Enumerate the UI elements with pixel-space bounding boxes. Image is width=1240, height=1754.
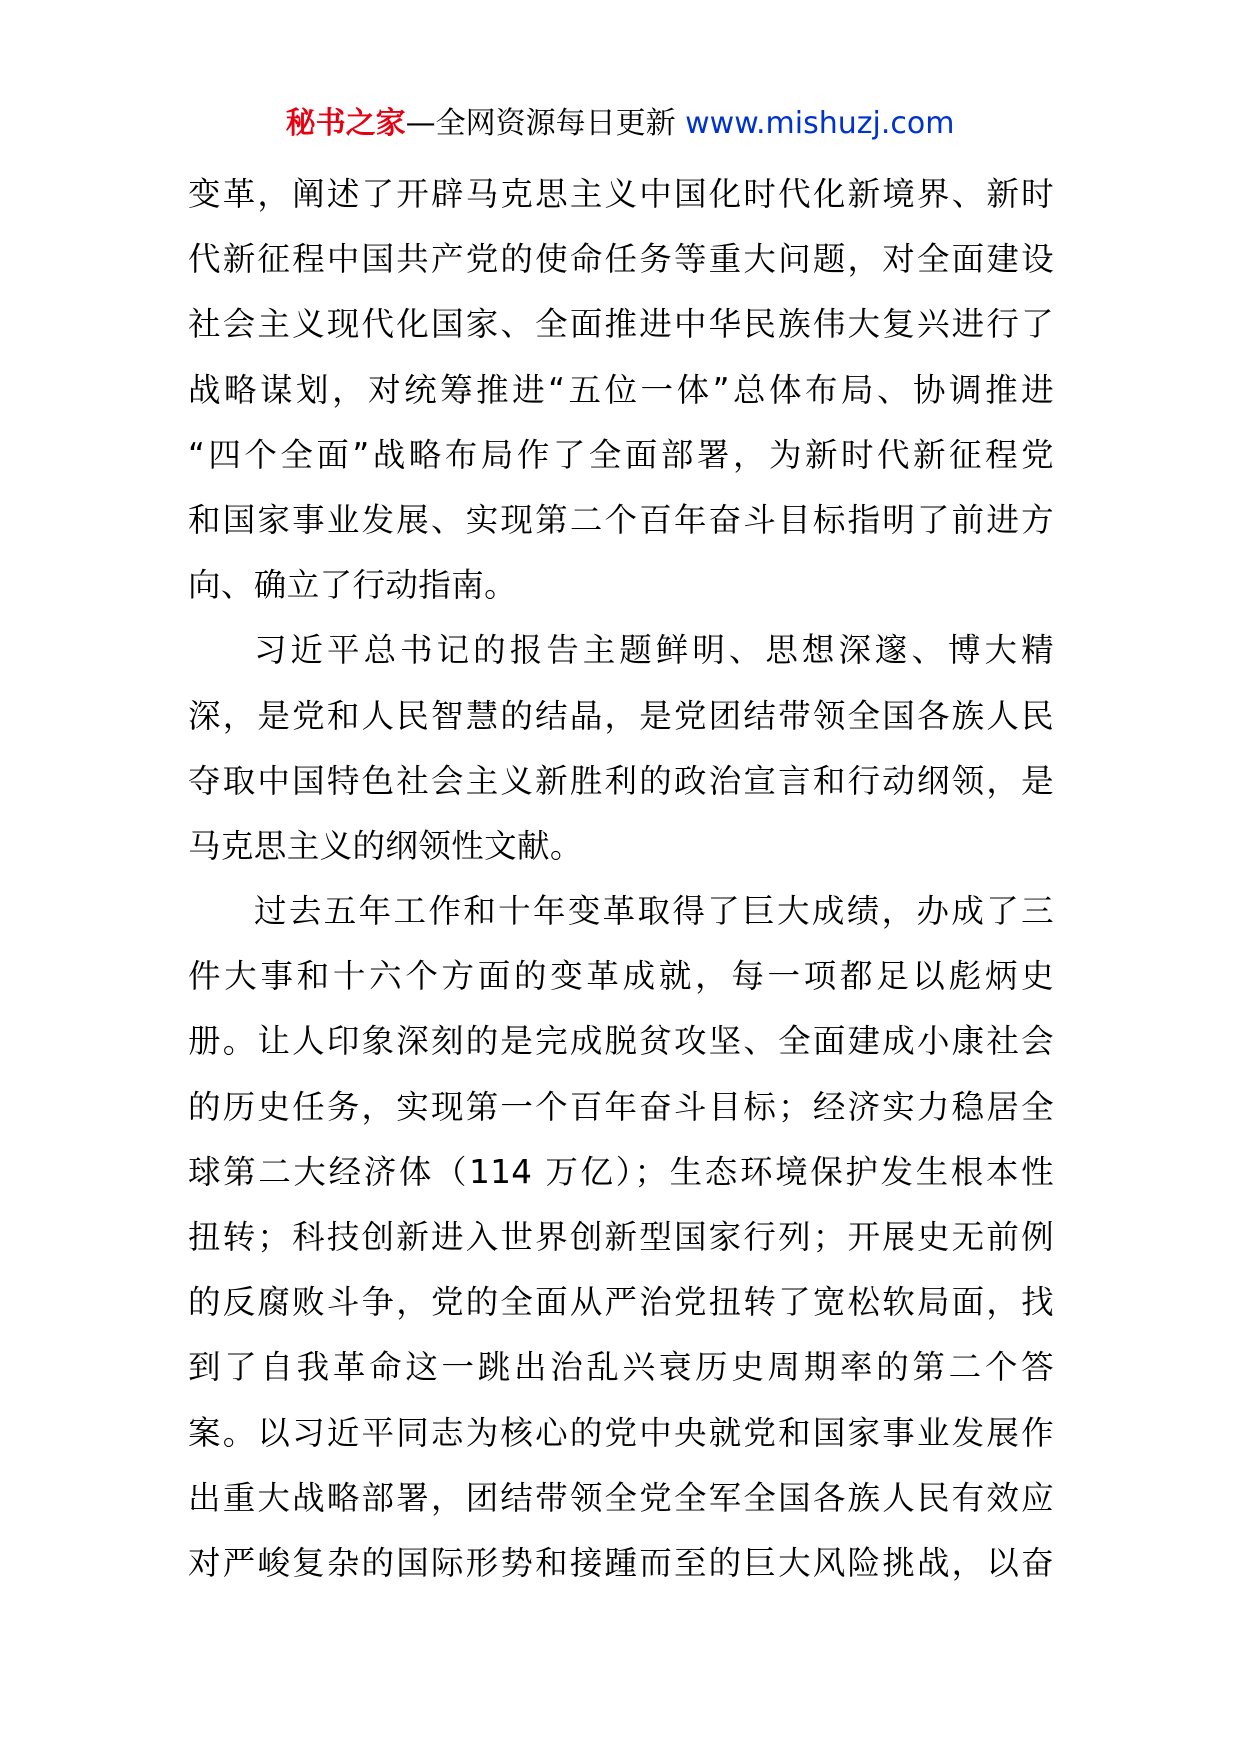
paragraph-3 — [188, 879, 1054, 1596]
paragraph-line: 习近平总书记的报告主题鲜明、思想深邃、博大精 — [254, 631, 1054, 670]
document-body — [188, 162, 1054, 1596]
paragraph-line: 对严峻复杂的国际形势和接踵而至的巨大风险挑战，以奋 — [188, 1543, 1054, 1582]
paragraph-line: 件大事和十六个方面的变革成就，每一项都足以彪炳史 — [188, 957, 1054, 996]
paragraph-line: 和国家事业发展、实现第二个百年奋斗目标指明了前进方 — [188, 500, 1054, 539]
paragraph-line: 球第二大经济体（114 万亿）；生态环境保护发生根本性 — [188, 1152, 1054, 1191]
paragraph-line: 深，是党和人民智慧的结晶，是党团结带领全国各族人民 — [188, 696, 1054, 735]
paragraph-line: “四个全面”战略布局作了全面部署，为新时代新征程党 — [188, 435, 1054, 474]
paragraph-line: 到了自我革命这一跳出治乱兴衰历史周期率的第二个答 — [188, 1348, 1054, 1387]
paragraph-line: 的反腐败斗争，党的全面从严治党扭转了宽松软局面，找 — [188, 1283, 1054, 1322]
paragraph-2 — [188, 618, 1054, 879]
page-header — [0, 98, 1240, 150]
paragraph-1 — [188, 162, 1054, 618]
paragraph-line: 出重大战略部署，团结带领全党全军全国各族人民有效应 — [188, 1478, 1054, 1517]
paragraph-line: 向、确立了行动指南。 — [188, 566, 518, 605]
paragraph-line: 扭转；科技创新进入世界创新型国家行列；开展史无前例 — [188, 1218, 1054, 1256]
paragraph-line: 的历史任务，实现第一个百年奋斗目标；经济实力稳居全 — [188, 1087, 1054, 1126]
header-brand: 秘书之家 — [285, 106, 406, 141]
paragraph-line: 册。让人印象深刻的是完成脱贫攻坚、全面建成小康社会 — [188, 1022, 1054, 1061]
header-tagline: —全网资源每日更新 — [405, 106, 676, 141]
paragraph-line: 过去五年工作和十年变革取得了巨大成绩，办成了三 — [254, 892, 1054, 931]
header-url-link[interactable]: www.mishuzj.com — [685, 106, 955, 141]
paragraph-line: 代新征程中国共产党的使命任务等重大问题，对全面建设 — [188, 240, 1054, 279]
paragraph-line: 战略谋划，对统筹推进“五位一体”总体布局、协调推进 — [188, 370, 1054, 409]
paragraph-line: 案。以习近平同志为核心的党中央就党和国家事业发展作 — [188, 1413, 1054, 1452]
paragraph-line: 夺取中国特色社会主义新胜利的政治宣言和行动纲领，是 — [188, 761, 1054, 800]
paragraph-line: 马克思主义的纲领性文献。 — [188, 826, 583, 865]
paragraph-line: 变革，阐述了开辟马克思主义中国化时代化新境界、新时 — [188, 175, 1054, 213]
paragraph-line: 社会主义现代化国家、全面推进中华民族伟大复兴进行了 — [188, 305, 1054, 344]
